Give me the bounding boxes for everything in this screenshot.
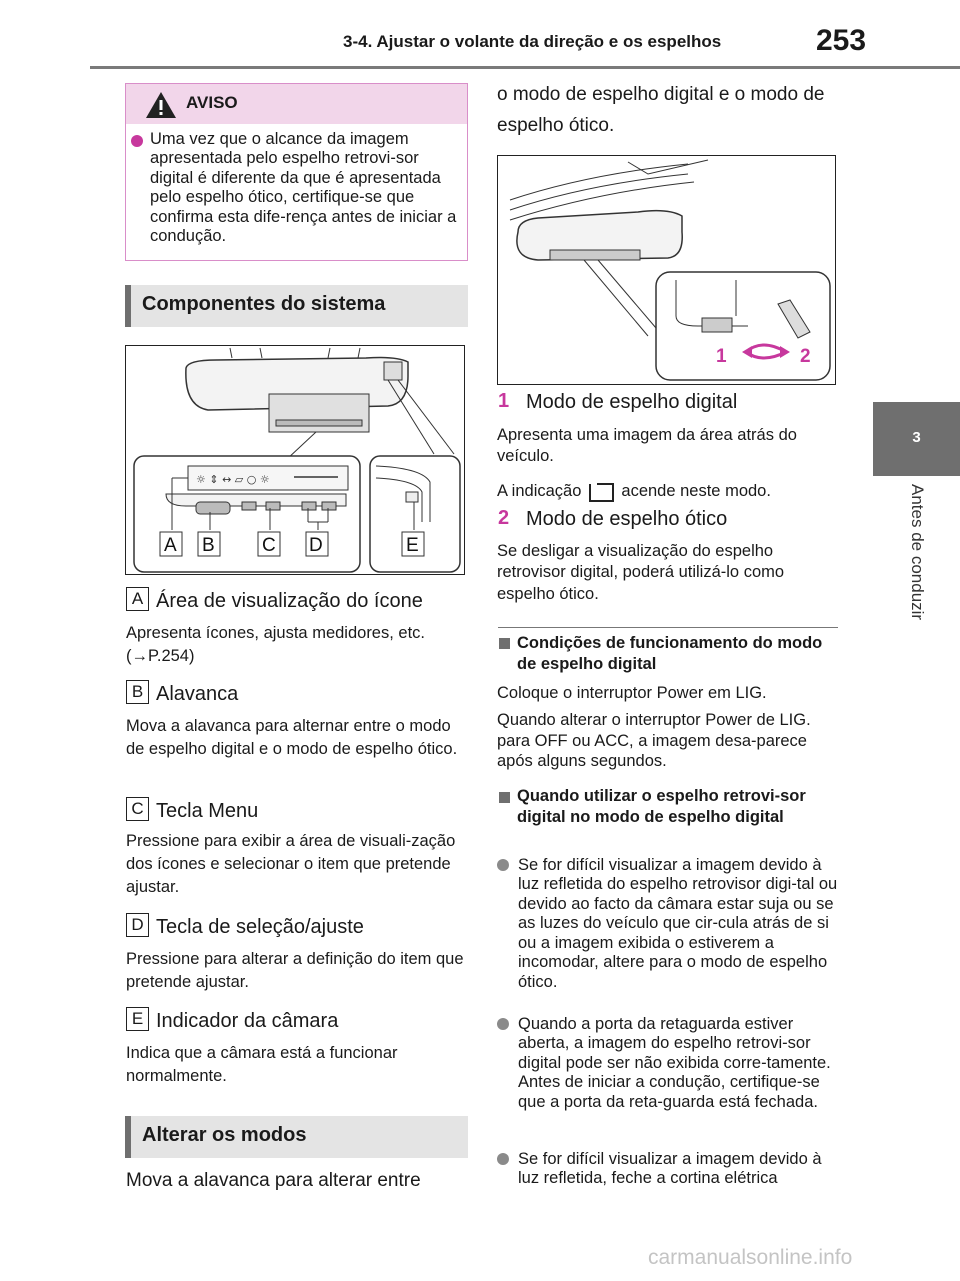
mode-description: Se desligar a visualização do espelho retrovisor digital, poderá utilizá-lo como espelho ótico. [497,542,785,603]
mode-number: 1 [498,390,510,412]
list-item [518,1015,842,1112]
figure-label-1: 1 [716,346,727,367]
item-description: Pressione para alterar a definição do item que pretende ajustar. [126,950,464,991]
chapter-tab[interactable]: 3 [873,402,960,476]
conditions-text: Quando alterar o interruptor Power de LIG. para OFF ou ACC, a imagem desa-parece após alguns segundos. [497,711,811,771]
list-item-text: Se for difícil visualizar a imagem devido à luz refletida do espelho retrovisor digi-tal ou devido ao facto da câmara estar suja ou se as luzes do veículo que cir-cula atrás de si ou a imagem exibida o estiverem a incomodar, altere para o modo de espelho ótico. [518,856,838,991]
item-letter: D [126,913,149,937]
section-header-components: Componentes do sistema [125,285,468,327]
item-title: Área de visualização do ícone [156,590,423,612]
warning-triangle-icon [144,90,178,120]
item-description: Apresenta ícones, ajusta medidores, etc. (→P.254) [126,624,425,665]
mode-number: 2 [498,507,510,529]
indicator-text-before: A indicação [497,482,582,500]
chapter-title: 3-4. Ajustar o volante da direção e os espelhos [343,32,722,51]
square-bullet-icon [499,792,510,803]
components-figure [125,345,465,575]
item-description: Indica que a câmara está a funcionar normalmente. [126,1044,398,1085]
item-title: Tecla Menu [156,800,259,822]
modes-intro-part2: o modo de espelho digital e o modo de espelho ótico. [497,84,825,136]
page-number: 253 [816,24,867,57]
list-item [518,1150,842,1189]
camera-indicator-icon [587,481,615,503]
figure-label-d: D [309,535,323,556]
figure-label-c: C [262,535,276,556]
modes-intro-part1: Mova a alavanca para alterar entre [126,1170,421,1191]
mode-title: Modo de espelho ótico [526,508,728,530]
bullet-icon [497,1018,509,1030]
figure-label-b: B [202,535,215,556]
modes-figure [497,155,836,385]
warning-title: AVISO [186,93,238,112]
when-use-heading: Quando utilizar o espelho retrovi-sor digital no modo de espelho digital [517,787,806,826]
figure-label-2: 2 [800,346,811,367]
bullet-icon [497,859,509,871]
mirror-components-illustration [126,346,464,574]
mode-description: Apresenta uma imagem da área atrás do veículo. [497,426,797,466]
bullet-icon [497,1153,509,1165]
warning-header [126,84,467,124]
item-title: Indicador da câmara [156,1010,339,1032]
item-title: Alavanca [156,683,239,705]
warning-text: Uma vez que o alcance da imagem apresentada pelo espelho retrovi-sor digital é diferente da que é apresentada pelo espelho ótico, certifique-se que confirma esta dife-rença antes de iniciar a condução. [150,130,457,246]
mode-indicator-line [497,480,842,503]
section-header-change-modes: Alterar os modos [125,1116,468,1158]
item-letter: A [126,587,149,611]
section-divider [498,627,838,628]
header-divider [90,66,960,69]
item-title: Tecla de seleção/ajuste [156,916,364,938]
item-letter: E [126,1007,149,1031]
item-letter: C [126,797,149,821]
watermark: carmanualsonline.info [648,1246,853,1269]
item-description: Pressione para exibir a área de visuali-zação dos ícones e selecionar o item que pretende ajustar. [126,832,456,896]
warning-box [125,83,468,261]
indicator-text-after: acende neste modo. [621,482,771,500]
svg-text:☼ ⇕ ↔ ▱ ○ ☼: ☼ ⇕ ↔ ▱ ○ ☼ [196,473,270,486]
list-item-text: Se for difícil visualizar a imagem devido à luz refletida, feche a cortina elétrica [518,1150,822,1188]
list-item [518,856,842,992]
chapter-side-label: Antes de conduzir [908,484,927,621]
conditions-heading: Condições de funcionamento do modo de espelho digital [517,634,823,673]
conditions-text: Coloque o interruptor Power em LIG. [497,684,767,702]
warning-item [126,124,467,247]
bullet-icon [131,135,143,147]
square-bullet-icon [499,638,510,649]
item-description: Mova a alavanca para alternar entre o modo de espelho digital e o modo de espelho ótico. [126,717,458,758]
list-item-text: Quando a porta da retaguarda estiver aberta, a imagem do espelho retrovi-sor digital pode ser não exibida corre-tamente. Antes de iniciar a condução, certifique-se que a porta da reta-guarda está fechada. [518,1015,831,1111]
figure-label-a: A [164,535,177,556]
item-letter: B [126,680,149,704]
lever-modes-illustration [498,156,835,384]
figure-label-e: E [406,535,419,556]
mode-title: Modo de espelho digital [526,391,738,413]
